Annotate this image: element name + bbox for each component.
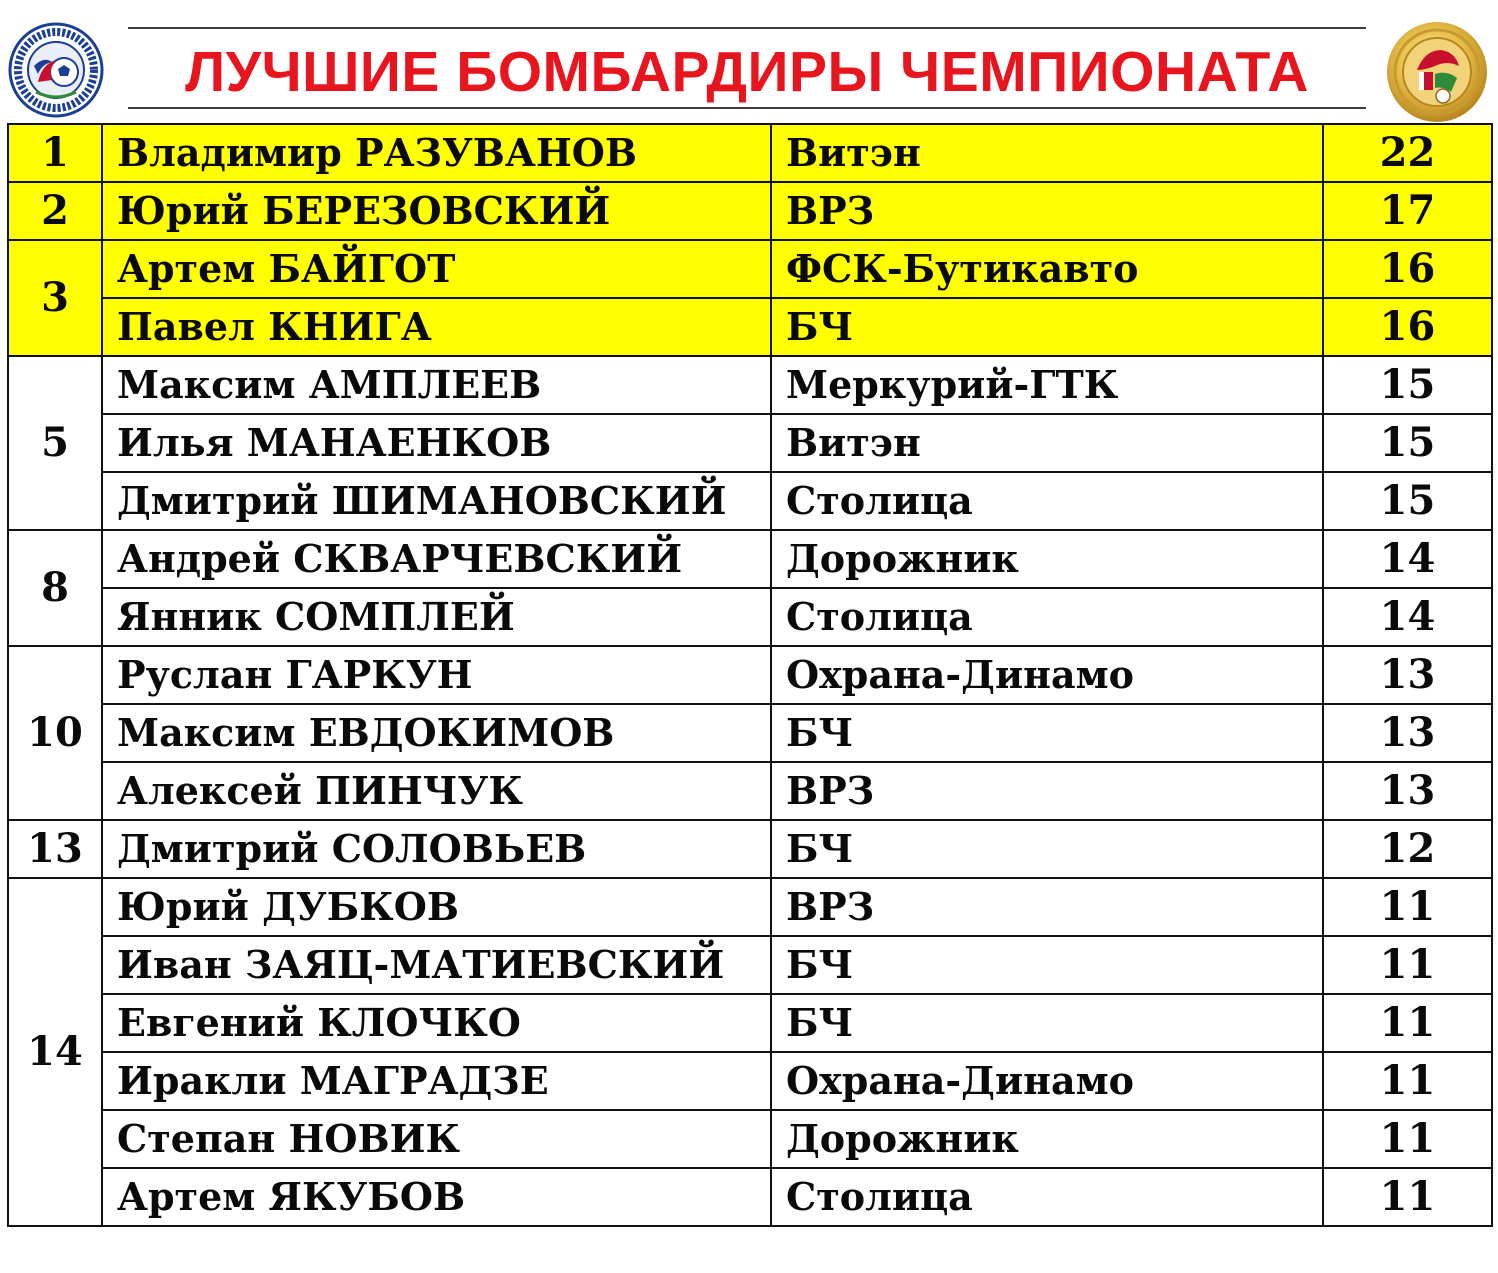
rank-cell: 3 bbox=[8, 240, 102, 356]
table-row bbox=[8, 994, 1492, 1052]
table-row bbox=[8, 182, 1492, 240]
federation-emblem-icon bbox=[8, 22, 104, 118]
goals-count: 16 bbox=[1323, 240, 1492, 298]
goals-count: 13 bbox=[1323, 646, 1492, 704]
player-name: Дмитрий ШИМАНОВСКИЙ bbox=[102, 472, 771, 530]
player-name: Дмитрий СОЛОВЬЕВ bbox=[102, 820, 771, 878]
table-row bbox=[8, 240, 1492, 298]
table-row bbox=[8, 298, 1492, 356]
goals-count: 13 bbox=[1323, 704, 1492, 762]
club-name: Охрана-Динамо bbox=[771, 646, 1323, 704]
player-name: Максим АМПЛЕЕВ bbox=[102, 356, 771, 414]
rank-cell: 2 bbox=[8, 182, 102, 240]
player-name: Иван ЗАЯЦ-МАТИЕВСКИЙ bbox=[102, 936, 771, 994]
goals-count: 16 bbox=[1323, 298, 1492, 356]
club-name: Дорожник bbox=[771, 530, 1323, 588]
page-title: ЛУЧШИЕ БОМБАРДИРЫ ЧЕМПИОНАТА bbox=[185, 40, 1309, 104]
club-name: Столица bbox=[771, 472, 1323, 530]
goals-count: 15 bbox=[1323, 414, 1492, 472]
table-row bbox=[8, 762, 1492, 820]
club-name: Охрана-Динамо bbox=[771, 1052, 1323, 1110]
table-row bbox=[8, 1110, 1492, 1168]
table-row bbox=[8, 124, 1492, 182]
rank-cell: 1 bbox=[8, 124, 102, 182]
table-row bbox=[8, 1168, 1492, 1226]
table-row bbox=[8, 704, 1492, 762]
title-rule-bottom bbox=[128, 107, 1366, 109]
goals-count: 17 bbox=[1323, 182, 1492, 240]
goals-count: 22 bbox=[1323, 124, 1492, 182]
rank-cell: 5 bbox=[8, 356, 102, 530]
player-name: Андрей СКВАРЧЕВСКИЙ bbox=[102, 530, 771, 588]
player-name: Артем БАЙГОТ bbox=[102, 240, 771, 298]
club-name: Витэн bbox=[771, 414, 1323, 472]
top-scorers-table bbox=[7, 123, 1493, 1227]
goals-count: 11 bbox=[1323, 1110, 1492, 1168]
table-row bbox=[8, 820, 1492, 878]
club-name: Витэн bbox=[771, 124, 1323, 182]
player-name: Владимир РАЗУВАНОВ bbox=[102, 124, 771, 182]
player-name: Павел КНИГА bbox=[102, 298, 771, 356]
club-name: БЧ bbox=[771, 298, 1323, 356]
club-name: ФСК-Бутикавто bbox=[771, 240, 1323, 298]
goals-count: 12 bbox=[1323, 820, 1492, 878]
goals-count: 14 bbox=[1323, 588, 1492, 646]
goals-count: 11 bbox=[1323, 1052, 1492, 1110]
table-row bbox=[8, 646, 1492, 704]
table-row bbox=[8, 472, 1492, 530]
club-name: Меркурий-ГТК bbox=[771, 356, 1323, 414]
goals-count: 11 bbox=[1323, 1168, 1492, 1226]
club-name: Дорожник bbox=[771, 1110, 1323, 1168]
player-name: Алексей ПИНЧУК bbox=[102, 762, 771, 820]
goals-count: 11 bbox=[1323, 994, 1492, 1052]
goals-count: 15 bbox=[1323, 472, 1492, 530]
table-row bbox=[8, 1052, 1492, 1110]
rank-cell: 14 bbox=[8, 878, 102, 1226]
table-row bbox=[8, 878, 1492, 936]
championship-medal-icon bbox=[1385, 20, 1489, 124]
table-row bbox=[8, 530, 1492, 588]
club-name: Столица bbox=[771, 588, 1323, 646]
club-name: ВРЗ bbox=[771, 182, 1323, 240]
goals-count: 14 bbox=[1323, 530, 1492, 588]
goals-count: 15 bbox=[1323, 356, 1492, 414]
rank-cell: 10 bbox=[8, 646, 102, 820]
player-name: Янник СОМПЛЕЙ bbox=[102, 588, 771, 646]
table-row bbox=[8, 588, 1492, 646]
club-name: ВРЗ bbox=[771, 762, 1323, 820]
player-name: Артем ЯКУБОВ bbox=[102, 1168, 771, 1226]
rank-cell: 13 bbox=[8, 820, 102, 878]
player-name: Степан НОВИК bbox=[102, 1110, 771, 1168]
player-name: Максим ЕВДОКИМОВ bbox=[102, 704, 771, 762]
club-name: БЧ bbox=[771, 704, 1323, 762]
table-row bbox=[8, 936, 1492, 994]
table-row bbox=[8, 414, 1492, 472]
page-header bbox=[0, 0, 1498, 122]
club-name: ВРЗ bbox=[771, 878, 1323, 936]
goals-count: 13 bbox=[1323, 762, 1492, 820]
club-name: БЧ bbox=[771, 994, 1323, 1052]
rank-cell: 8 bbox=[8, 530, 102, 646]
player-name: Евгений КЛОЧКО bbox=[102, 994, 771, 1052]
club-name: БЧ bbox=[771, 820, 1323, 878]
table-row bbox=[8, 356, 1492, 414]
goals-count: 11 bbox=[1323, 878, 1492, 936]
goals-count: 11 bbox=[1323, 936, 1492, 994]
player-name: Юрий БЕРЕЗОВСКИЙ bbox=[102, 182, 771, 240]
player-name: Юрий ДУБКОВ bbox=[102, 878, 771, 936]
title-rule-top bbox=[128, 27, 1366, 29]
club-name: Столица bbox=[771, 1168, 1323, 1226]
player-name: Илья МАНАЕНКОВ bbox=[102, 414, 771, 472]
club-name: БЧ bbox=[771, 936, 1323, 994]
player-name: Руслан ГАРКУН bbox=[102, 646, 771, 704]
player-name: Иракли МАГРАДЗЕ bbox=[102, 1052, 771, 1110]
